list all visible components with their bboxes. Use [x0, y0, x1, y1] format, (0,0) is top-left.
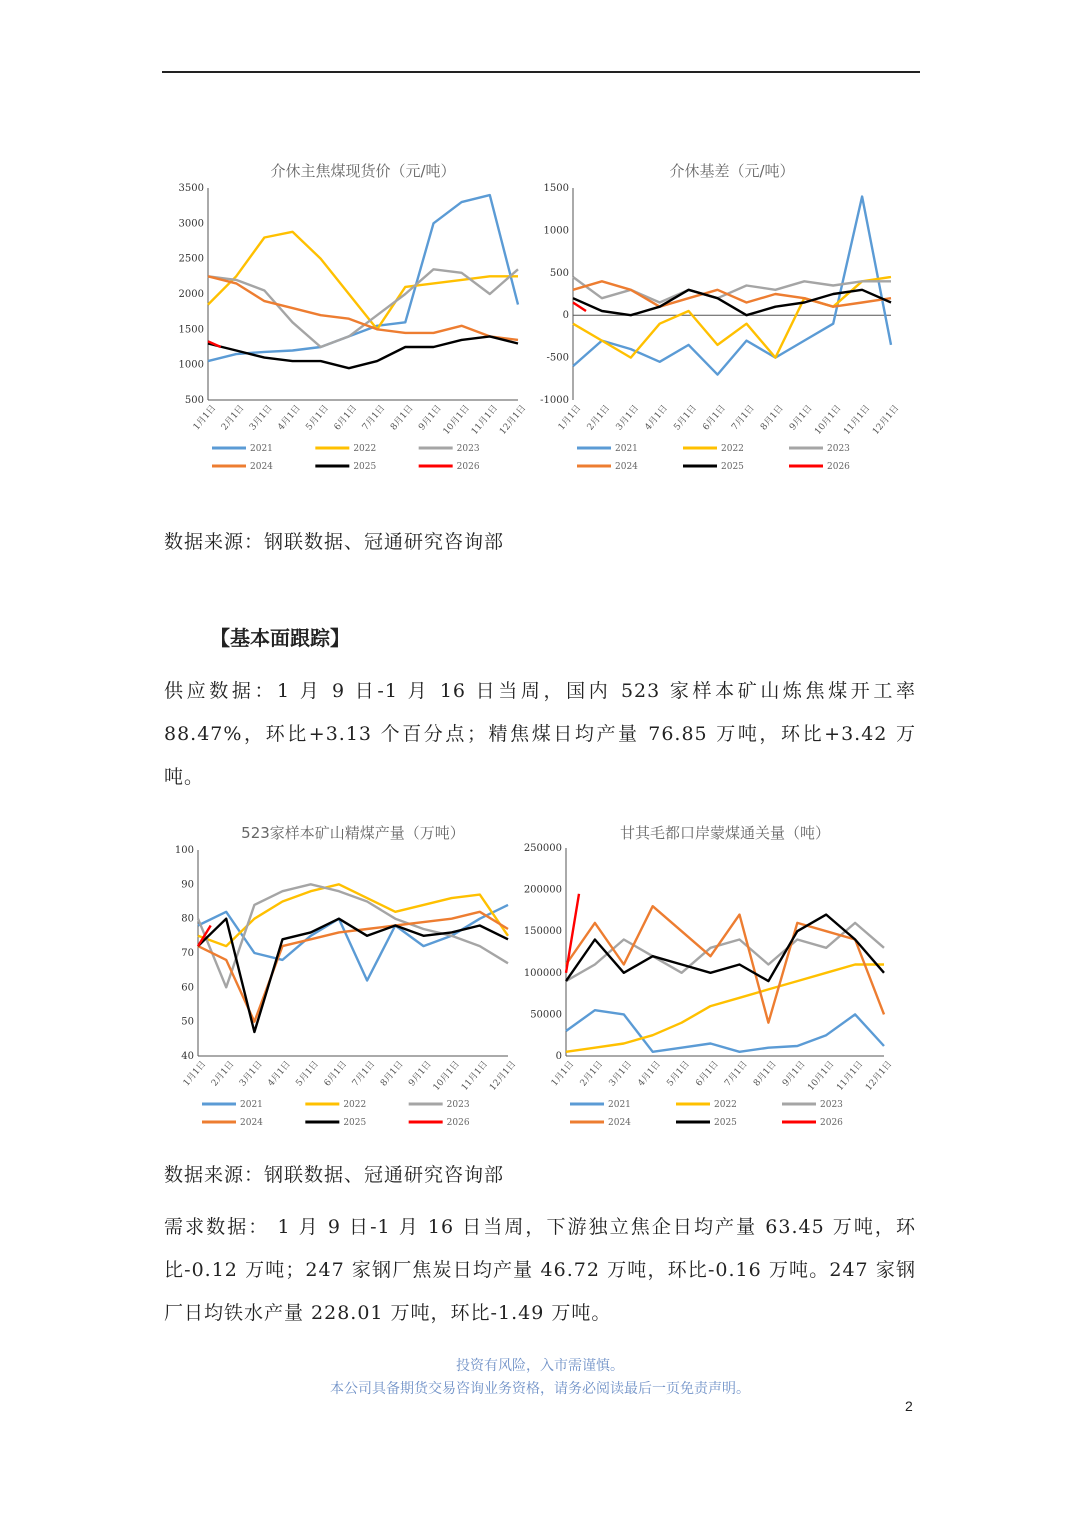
- x-tick-label: 5月1日: [665, 1059, 692, 1089]
- y-tick-label: 1000: [178, 359, 204, 371]
- x-tick-label: 11月1日: [835, 1059, 866, 1093]
- x-tick-label: 12月1日: [488, 1059, 519, 1093]
- x-tick-label: 9月1日: [787, 403, 815, 433]
- legend-label: 2026: [820, 1118, 843, 1128]
- y-tick-label: 1000: [543, 225, 569, 237]
- legend-label: 2023: [456, 444, 480, 454]
- x-tick-label: 11月1日: [842, 403, 873, 437]
- y-tick-label: 150000: [523, 926, 562, 938]
- legend-label: 2021: [240, 1100, 263, 1110]
- x-tick-label: 5月1日: [294, 1059, 322, 1089]
- x-tick-label: 2月1日: [585, 403, 613, 433]
- demand-paragraph: 需求数据： 1 月 9 日-1 月 16 日当周，下游独立焦企日均产量 63.45 万吨，环比-0.12 万吨；247 家钢厂焦炭日均产量 46.72 万吨，环比-0.16 万吨。247 家钢厂日均铁水产量 228.01 万吨，环比-1.49 万吨。: [164, 1216, 916, 1324]
- legend-label: 2023: [827, 444, 850, 454]
- chart-title: 介休主焦煤现货价（元/吨）: [270, 162, 456, 180]
- x-tick-label: 8月1日: [759, 403, 786, 433]
- x-tick-label: 1月1日: [191, 403, 219, 433]
- x-tick-label: 8月1日: [388, 403, 416, 433]
- legend-label: 2022: [721, 444, 744, 454]
- x-tick-label: 5月1日: [672, 403, 699, 433]
- x-tick-label: 2月1日: [209, 1059, 237, 1089]
- legend-label: 2021: [615, 444, 638, 454]
- risk-disclaimer: 投资有风险，入市需谨慎。: [456, 1358, 624, 1374]
- x-tick-label: 9月1日: [417, 403, 444, 433]
- legend-label: 2025: [353, 462, 377, 472]
- x-tick-label: 3月1日: [238, 1059, 265, 1089]
- y-tick-label: 70: [181, 948, 194, 959]
- x-tick-label: 9月1日: [780, 1059, 808, 1089]
- x-tick-label: 4月1日: [276, 403, 303, 433]
- x-tick-label: 7月1日: [730, 403, 757, 433]
- chart-jiexiu-basis: [535, 150, 905, 480]
- series-line-2021: [573, 197, 891, 375]
- chart-title: 甘其毛都口岸蒙煤通关量（吨）: [619, 824, 831, 842]
- legend-label: 2024: [608, 1118, 631, 1128]
- qualification-disclaimer: 本公司具备期货交易咨询业务资格，请务必阅读最后一页免责声明。: [330, 1381, 750, 1397]
- x-tick-label: 12月1日: [498, 403, 529, 437]
- x-tick-label: 7月1日: [350, 1059, 378, 1089]
- x-tick-label: 8月1日: [378, 1059, 406, 1089]
- x-tick-label: 2月1日: [578, 1059, 606, 1089]
- y-tick-label: 50000: [530, 1009, 562, 1021]
- legend-label: 2026: [446, 1118, 470, 1128]
- page-number: 2: [905, 1398, 913, 1414]
- x-tick-label: 6月1日: [694, 1059, 721, 1089]
- y-tick-label: 200000: [523, 884, 562, 896]
- y-tick-label: 90: [181, 879, 194, 891]
- x-tick-label: 10月1日: [813, 403, 844, 437]
- x-tick-label: 1月1日: [549, 1059, 577, 1089]
- x-tick-label: 3月1日: [614, 403, 642, 433]
- series-line-2022: [566, 965, 884, 1052]
- legend-label: 2022: [353, 444, 377, 454]
- x-tick-label: 10月1日: [441, 403, 472, 437]
- chart-jiexiu-price: [160, 150, 530, 480]
- chart-mine-output: [160, 812, 530, 1132]
- y-tick-label: 3500: [178, 183, 204, 194]
- x-tick-label: 10月1日: [806, 1059, 837, 1093]
- y-tick-label: 2500: [178, 253, 204, 265]
- x-tick-label: 3月1日: [607, 1059, 635, 1089]
- source-note: 数据来源：钢联数据、冠通研究咨询部: [164, 1164, 505, 1186]
- header-rule: [162, 71, 920, 73]
- x-tick-label: 1月1日: [556, 403, 584, 433]
- legend-label: 2023: [820, 1100, 843, 1110]
- y-tick-label: 0: [562, 310, 569, 322]
- x-tick-label: 2月1日: [219, 403, 247, 433]
- x-tick-label: 5月1日: [304, 403, 332, 433]
- y-tick-label: 3000: [178, 218, 204, 230]
- legend-label: 2021: [250, 444, 273, 454]
- x-tick-label: 12月1日: [871, 403, 902, 437]
- x-tick-label: 8月1日: [752, 1059, 779, 1089]
- y-tick-label: 100000: [523, 967, 562, 979]
- y-tick-label: 1500: [178, 324, 204, 336]
- x-tick-label: 4月1日: [636, 1059, 664, 1089]
- x-tick-label: 3月1日: [248, 403, 275, 433]
- y-tick-label: 40: [181, 1051, 194, 1062]
- source-note: 数据来源：钢联数据、冠通研究咨询部: [164, 531, 505, 553]
- chart-title: 介休基差（元/吨）: [669, 162, 795, 180]
- legend-label: 2024: [240, 1118, 263, 1128]
- legend-label: 2022: [343, 1100, 367, 1110]
- legend-label: 2026: [456, 462, 480, 472]
- x-tick-label: 10月1日: [431, 1059, 462, 1093]
- legend-label: 2025: [343, 1118, 367, 1128]
- y-tick-label: 1500: [543, 183, 569, 194]
- x-tick-label: 11月1日: [469, 403, 501, 437]
- legend-label: 2025: [721, 462, 744, 472]
- y-tick-label: 500: [184, 395, 204, 406]
- x-tick-label: 6月1日: [332, 403, 360, 433]
- x-tick-label: 6月1日: [322, 1059, 350, 1089]
- x-tick-label: 6月1日: [701, 403, 728, 433]
- supply-paragraph: 供应数据：1 月 9 日-1 月 16 日当周，国内 523 家样本矿山炼焦煤开工率 88.47%，环比+3.13 个百分点；精焦煤日均产量 76.85 万吨，环比+3.42 万吨。: [164, 680, 916, 788]
- y-tick-label: 50: [181, 1016, 194, 1028]
- y-tick-label: -1000: [540, 395, 569, 406]
- x-tick-label: 4月1日: [643, 403, 671, 433]
- y-tick-label: 60: [181, 982, 194, 994]
- x-tick-label: 4月1日: [266, 1059, 293, 1089]
- x-tick-label: 7月1日: [360, 403, 388, 433]
- series-line-2023: [198, 884, 508, 987]
- x-tick-label: 1月1日: [181, 1059, 209, 1089]
- y-tick-label: 100: [174, 845, 194, 856]
- chart-title: 523家样本矿山精煤产量（万吨）: [241, 824, 465, 842]
- y-tick-label: 80: [181, 913, 194, 925]
- x-tick-label: 9月1日: [407, 1059, 434, 1089]
- legend-label: 2026: [827, 462, 850, 472]
- y-tick-label: -500: [546, 352, 569, 364]
- x-tick-label: 12月1日: [864, 1059, 895, 1093]
- legend-label: 2024: [250, 462, 273, 472]
- chart-ganqimaodu-customs: [523, 812, 910, 1132]
- y-tick-label: 250000: [523, 843, 562, 854]
- legend-label: 2025: [714, 1118, 737, 1128]
- legend-label: 2023: [446, 1100, 470, 1110]
- y-tick-label: 0: [555, 1051, 562, 1062]
- y-tick-label: 500: [549, 267, 569, 279]
- section-heading: 【基本面跟踪】: [210, 626, 350, 650]
- series-line-2026: [566, 894, 579, 973]
- series-line-2023: [208, 269, 518, 347]
- x-tick-label: 11月1日: [459, 1059, 491, 1093]
- y-tick-label: 2000: [178, 289, 204, 300]
- x-tick-label: 7月1日: [723, 1059, 750, 1089]
- legend-label: 2024: [615, 462, 638, 472]
- legend-label: 2021: [608, 1100, 631, 1110]
- legend-label: 2022: [714, 1100, 737, 1110]
